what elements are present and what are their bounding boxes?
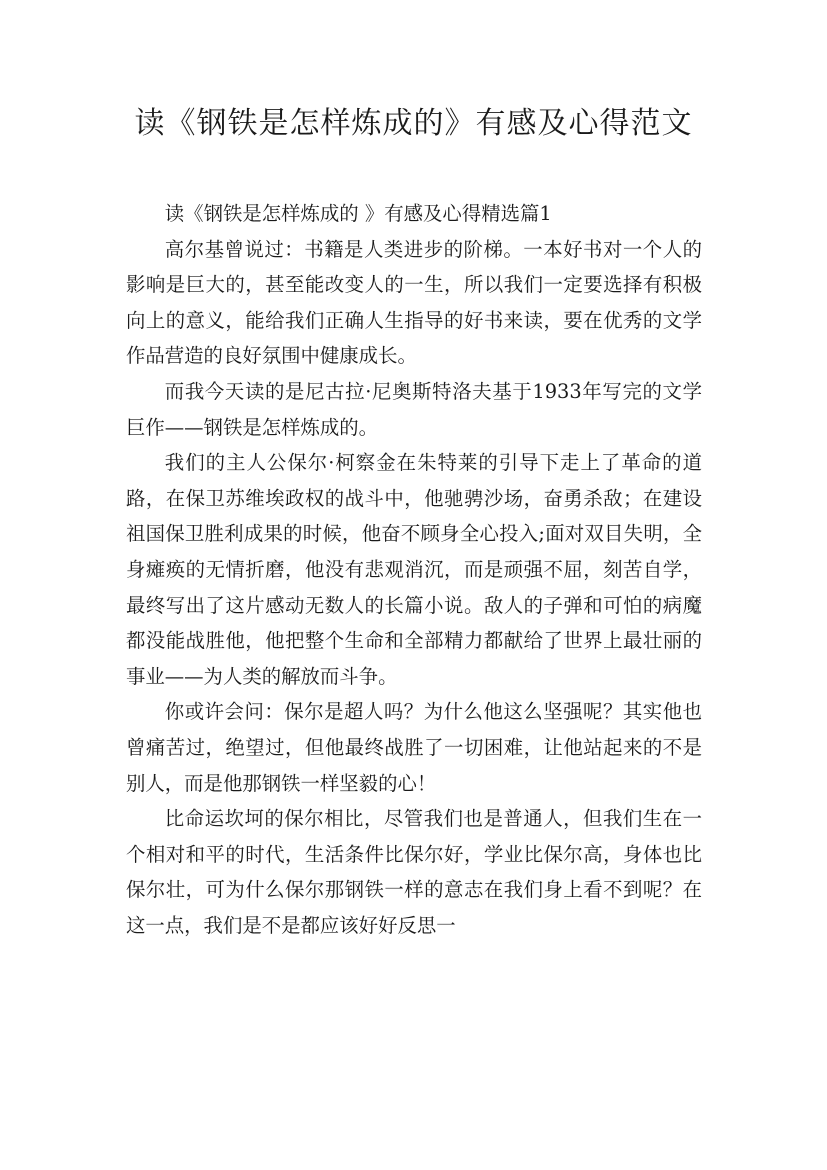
paragraph: 比命运坎坷的保尔相比，尽管我们也是普通人，但我们生在一个相对和平的时代，生活条件比保尔好，学业比保尔高，身体也比保尔壮，可为什么保尔那钢铁一样的意志在我们身上看不到呢？在这一点，我们是不是都应该好好反思一 (126, 807, 702, 937)
document-title: 读《钢铁是怎样炼成的》有感及心得范文 (134, 106, 693, 141)
paragraph: 而我今天读的是尼古拉·尼奥斯特洛夫基于1933年写完的文学巨作——钢铁是怎样炼成的。 (126, 379, 702, 439)
paragraph: 高尔基曾说过：书籍是人类进步的阶梯。一本好书对一个人的影响是巨大的，甚至能改变人的一生，所以我们一定要选择有积极向上的意义，能给我们正确人生指导的好书来读，要在优秀的文学作品营造的良好氛围中健康成长。 (126, 237, 702, 368)
paragraph: 你或许会问：保尔是超人吗？为什么他这么坚强呢？其实他也曾痛苦过，绝望过，但他最终战胜了一切困难，让他站起来的不是别人，而是他那钢铁一样坚毅的心！ (126, 700, 702, 795)
section-heading: 读《钢铁是怎样炼成的 》有感及心得精选篇1 (164, 202, 552, 225)
document-body (126, 196, 702, 943)
paragraph: 我们的主人公保尔·柯察金在朱特莱的引导下走上了革命的道路，在保卫苏维埃政权的战斗中，他驰骋沙场，奋勇杀敌；在建设祖国保卫胜利成果的时候，他奋不顾身全心投入;面对双目失明，全身瘫痪的无情折磨，他没有悲观消沉，而是顽强不屈，刻苦自学，最终写出了这片感动无数人的长篇小说。敌人的子弹和可怕的病魔都没能战胜他，他把整个生命和全部精力都献给了世界上最壮丽的事业——为人类的解放而斗争。 (126, 451, 702, 688)
